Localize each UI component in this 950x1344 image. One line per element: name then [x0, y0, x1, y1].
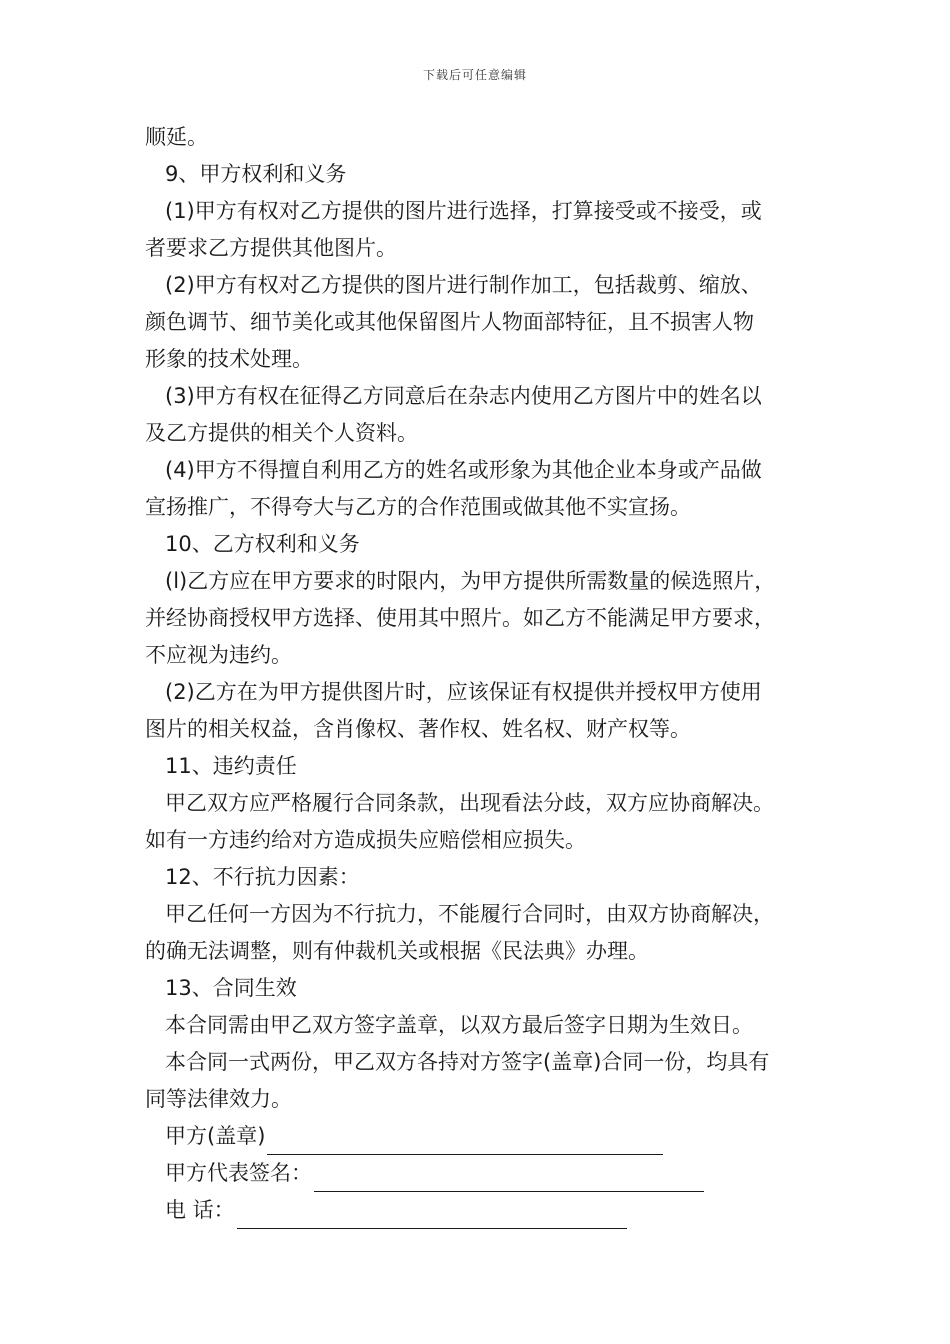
text-line: 宣扬推广，不得夸大与乙方的合作范围或做其他不实宣扬。: [145, 495, 691, 519]
text-line: (1)甲方有权对乙方提供的图片进行选择，打算接受或不接受，或: [165, 199, 762, 223]
text-line: 9、甲方权利和义务: [165, 162, 347, 186]
page-header: 下载后可任意编辑: [422, 68, 527, 82]
text-line: 同等法律效力。: [145, 1087, 292, 1111]
text-line: 本合同需由甲乙双方签字盖章，以双方最后签字日期为生效日。: [165, 1013, 753, 1037]
text-line: 10、乙方权利和义务: [165, 532, 360, 556]
text-line: 本合同一式两份，甲乙双方各持对方签字(盖章)合同一份，均具有: [165, 1050, 770, 1074]
text-line: 甲乙任何一方因为不行抗力，不能履行合同时，由双方协商解决，: [165, 902, 774, 926]
party-a-seal-label: 甲方(盖章): [165, 1124, 266, 1148]
text-line: (2)乙方在为甲方提供图片时，应该保证有权提供并授权甲方使用: [165, 680, 762, 704]
text-line: 者要求乙方提供其他图片。: [145, 236, 397, 260]
text-line: (2)甲方有权对乙方提供的图片进行制作加工，包括裁剪、缩放、: [165, 273, 762, 297]
text-line: 11、违约责任: [165, 754, 297, 778]
party-a-rep-blank[interactable]: [314, 1167, 704, 1192]
party-a-rep-line: [145, 1155, 825, 1192]
text-line: (4)甲方不得擅自利用乙方的姓名或形象为其他企业本身或产品做: [165, 458, 762, 482]
text-line: 甲乙双方应严格履行合同条款，出现看法分歧，双方应协商解决。: [165, 791, 774, 815]
phone-label: 电 话：: [165, 1198, 235, 1222]
text-line: 图片的相关权益，含肖像权、著作权、姓名权、财产权等。: [145, 717, 691, 741]
party-a-rep-label: 甲方代表签名：: [165, 1161, 312, 1185]
text-line: 的确无法调整，则有仲裁机关或根据《民法典》办理。: [145, 939, 649, 963]
text-line: (l)乙方应在甲方要求的时限内，为甲方提供所需数量的候选照片，: [165, 569, 776, 593]
text-line: 形象的技术处理。: [145, 347, 313, 371]
text-line: 13、合同生效: [165, 976, 297, 1000]
text-line: 不应视为违约。: [145, 643, 292, 667]
phone-line: [145, 1192, 825, 1229]
party-a-seal-line: [145, 1118, 825, 1155]
phone-blank[interactable]: [237, 1204, 627, 1229]
text-line: (3)甲方有权在征得乙方同意后在杂志内使用乙方图片中的姓名以: [165, 384, 762, 408]
text-line: 并经协商授权甲方选择、使用其中照片。如乙方不能满足甲方要求，: [145, 606, 775, 630]
text-line: 颜色调节、细节美化或其他保留图片人物面部特征，且不损害人物: [145, 310, 754, 334]
text-line: 如有一方违约给对方造成损失应赔偿相应损失。: [145, 828, 586, 852]
contract-text: [145, 119, 825, 1118]
text-line: 顺延。: [145, 125, 208, 149]
party-a-seal-blank[interactable]: [267, 1130, 663, 1155]
text-line: 12、不行抗力因素：: [165, 865, 360, 889]
document-body: [145, 119, 825, 1229]
text-line: 及乙方提供的相关个人资料。: [145, 421, 418, 445]
